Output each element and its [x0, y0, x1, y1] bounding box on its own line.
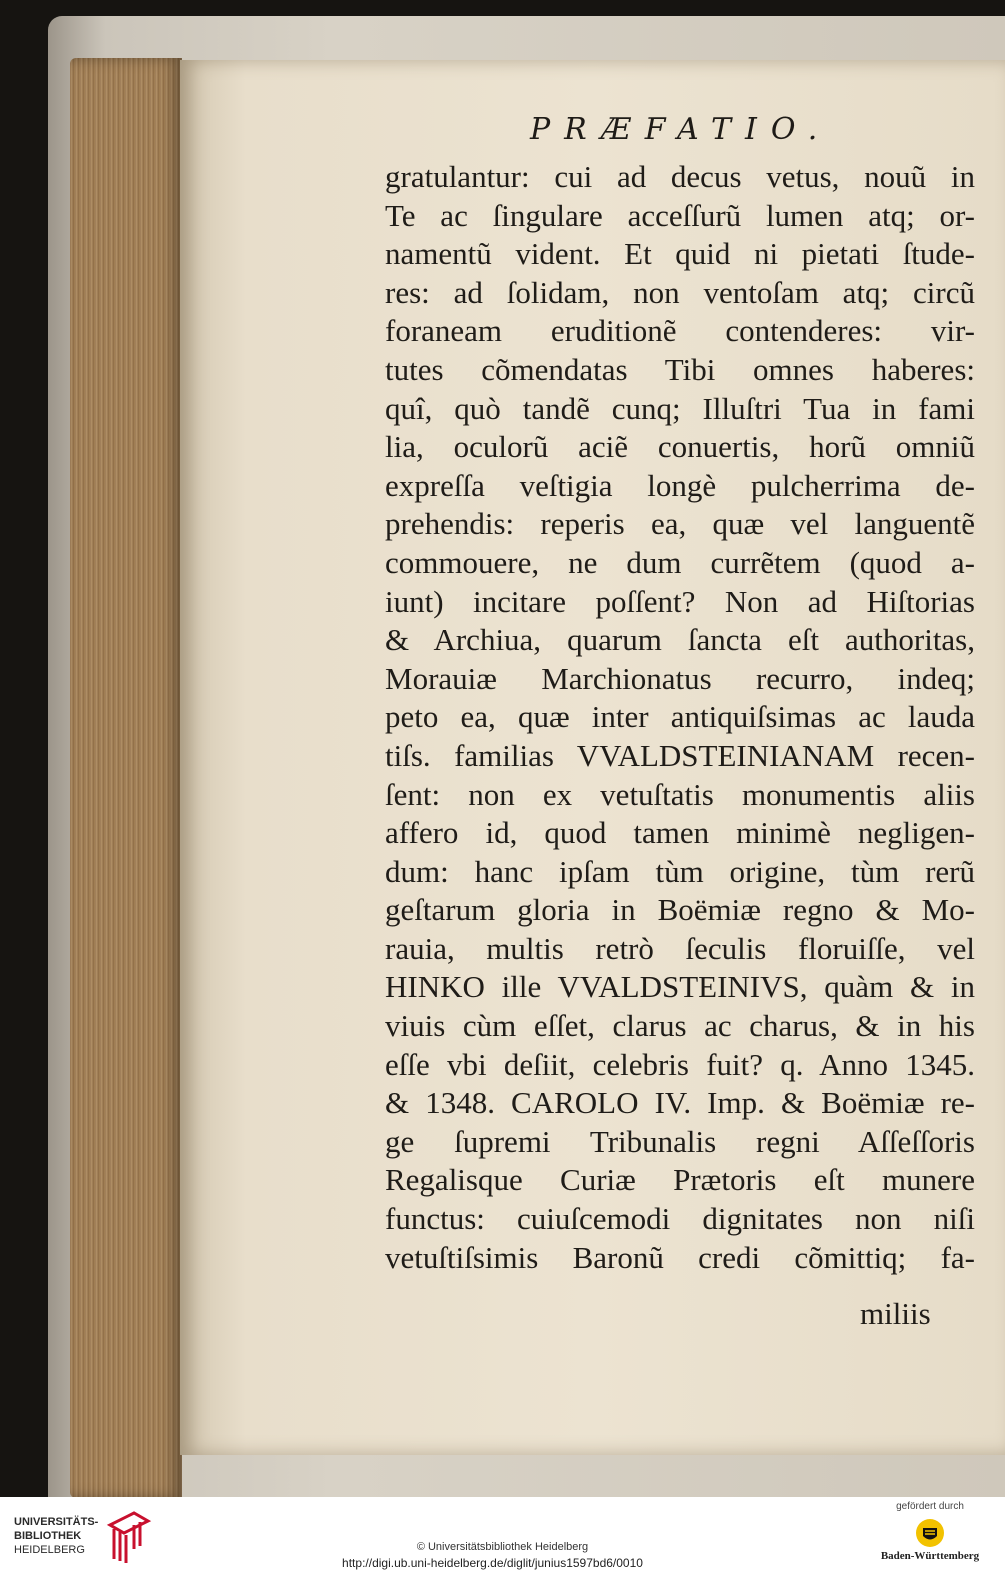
text-line: eſſe vbi deſiit, celebris fuit? q. Anno 1345. — [385, 1046, 975, 1082]
text-line: expreſſa veſtigia longè pulcherrima de- — [385, 467, 975, 503]
text-line: viuis cùm eſſet, clarus ac charus, & in his — [385, 1008, 975, 1044]
text-line: lia, oculorũ aciẽ conuertis, horũ omniũ — [385, 429, 975, 465]
library-name-line: HEIDELBERG — [14, 1544, 85, 1556]
text-line: functus: cuiuſcemodi dignitates non niſi — [385, 1201, 975, 1237]
text-line: foraneam eruditionẽ contenderes: vir- — [385, 313, 975, 349]
sponsor-block — [868, 1501, 992, 1591]
text-line: Te ac ſingulare acceſſurũ lumen atq; or- — [385, 197, 975, 233]
sponsor-name: Baden-Württemberg — [880, 1550, 980, 1562]
text-line: tiſs. familias VVALDSTEINIANAM recen- — [385, 737, 975, 773]
catchword: miliis — [860, 1296, 931, 1331]
text-line: res: ad ſolidam, non ventoſam atq; circũ — [385, 274, 975, 310]
body-text — [385, 158, 975, 1277]
library-name-line: BIBLIOTHEK — [14, 1530, 82, 1542]
text-line: affero id, quod tamen minimè negligen- — [385, 815, 975, 851]
text-line: HINKO ille VVALDSTEINIVS, quàm & in — [385, 969, 975, 1005]
page-fore-edge — [70, 58, 182, 1498]
text-line: namentũ vident. Et quid ni pietati ſtude- — [385, 236, 975, 272]
text-line: geſtarum gloria in Boëmiæ regno & Mo- — [385, 892, 975, 928]
text-line: ge ſupremi Tribunalis regni Aſſeſſoris — [385, 1123, 975, 1159]
text-line: gratulantur: cui ad decus vetus, nouũ in — [385, 159, 975, 194]
text-line: ſent: non ex vetuſtatis monumentis aliis — [385, 776, 975, 812]
text-line: Morauiæ Marchionatus recurro, indeq; — [385, 660, 975, 696]
text-line: Regalisque Curiæ Prætoris eſt munere — [385, 1162, 975, 1198]
text-line: commouere, ne dum currẽtem (quod a- — [385, 544, 975, 580]
copyright-notice: © Universitätsbibliothek Heidelberg — [416, 1541, 589, 1553]
text-line: quî, quò tandẽ cunq; Illuſtri Tua in fami — [385, 390, 975, 426]
permalink-url[interactable]: http://digi.ub.uni-heidelberg.de/diglit/junius1597bd6/0010 — [342, 1556, 643, 1570]
text-line: & 1348. CAROLO IV. Imp. & Boëmiæ re- — [385, 1085, 975, 1121]
text-line: prehendis: reperis ea, quæ vel languentẽ — [385, 506, 975, 542]
text-line: peto ea, quæ inter antiquiſsimas ac lauda — [385, 699, 975, 735]
text-line: dum: hanc ipſam tùm origine, tùm rerũ — [385, 853, 975, 889]
text-line: rauia, multis retrò ſeculis floruiſſe, vel — [385, 930, 975, 966]
baden-wuerttemberg-emblem-icon — [915, 1518, 945, 1548]
sponsor-caption: gefördert durch — [896, 1501, 964, 1512]
page-heading: PRÆFATIO. — [530, 112, 832, 147]
text-line: & Archiua, quarum ſancta eſt authoritas, — [385, 622, 975, 658]
text-line: vetuſtiſsimis Baronũ credi cõmittiq; fa- — [385, 1239, 975, 1275]
text-line: tutes cõmendatas Tibi omnes haberes: — [385, 351, 975, 387]
footer-bar — [0, 1497, 1005, 1594]
library-name-line: UNIVERSITÄTS- — [14, 1516, 99, 1528]
text-line: iunt) incitare poſſent? Non ad Hiſtorias — [385, 583, 975, 619]
